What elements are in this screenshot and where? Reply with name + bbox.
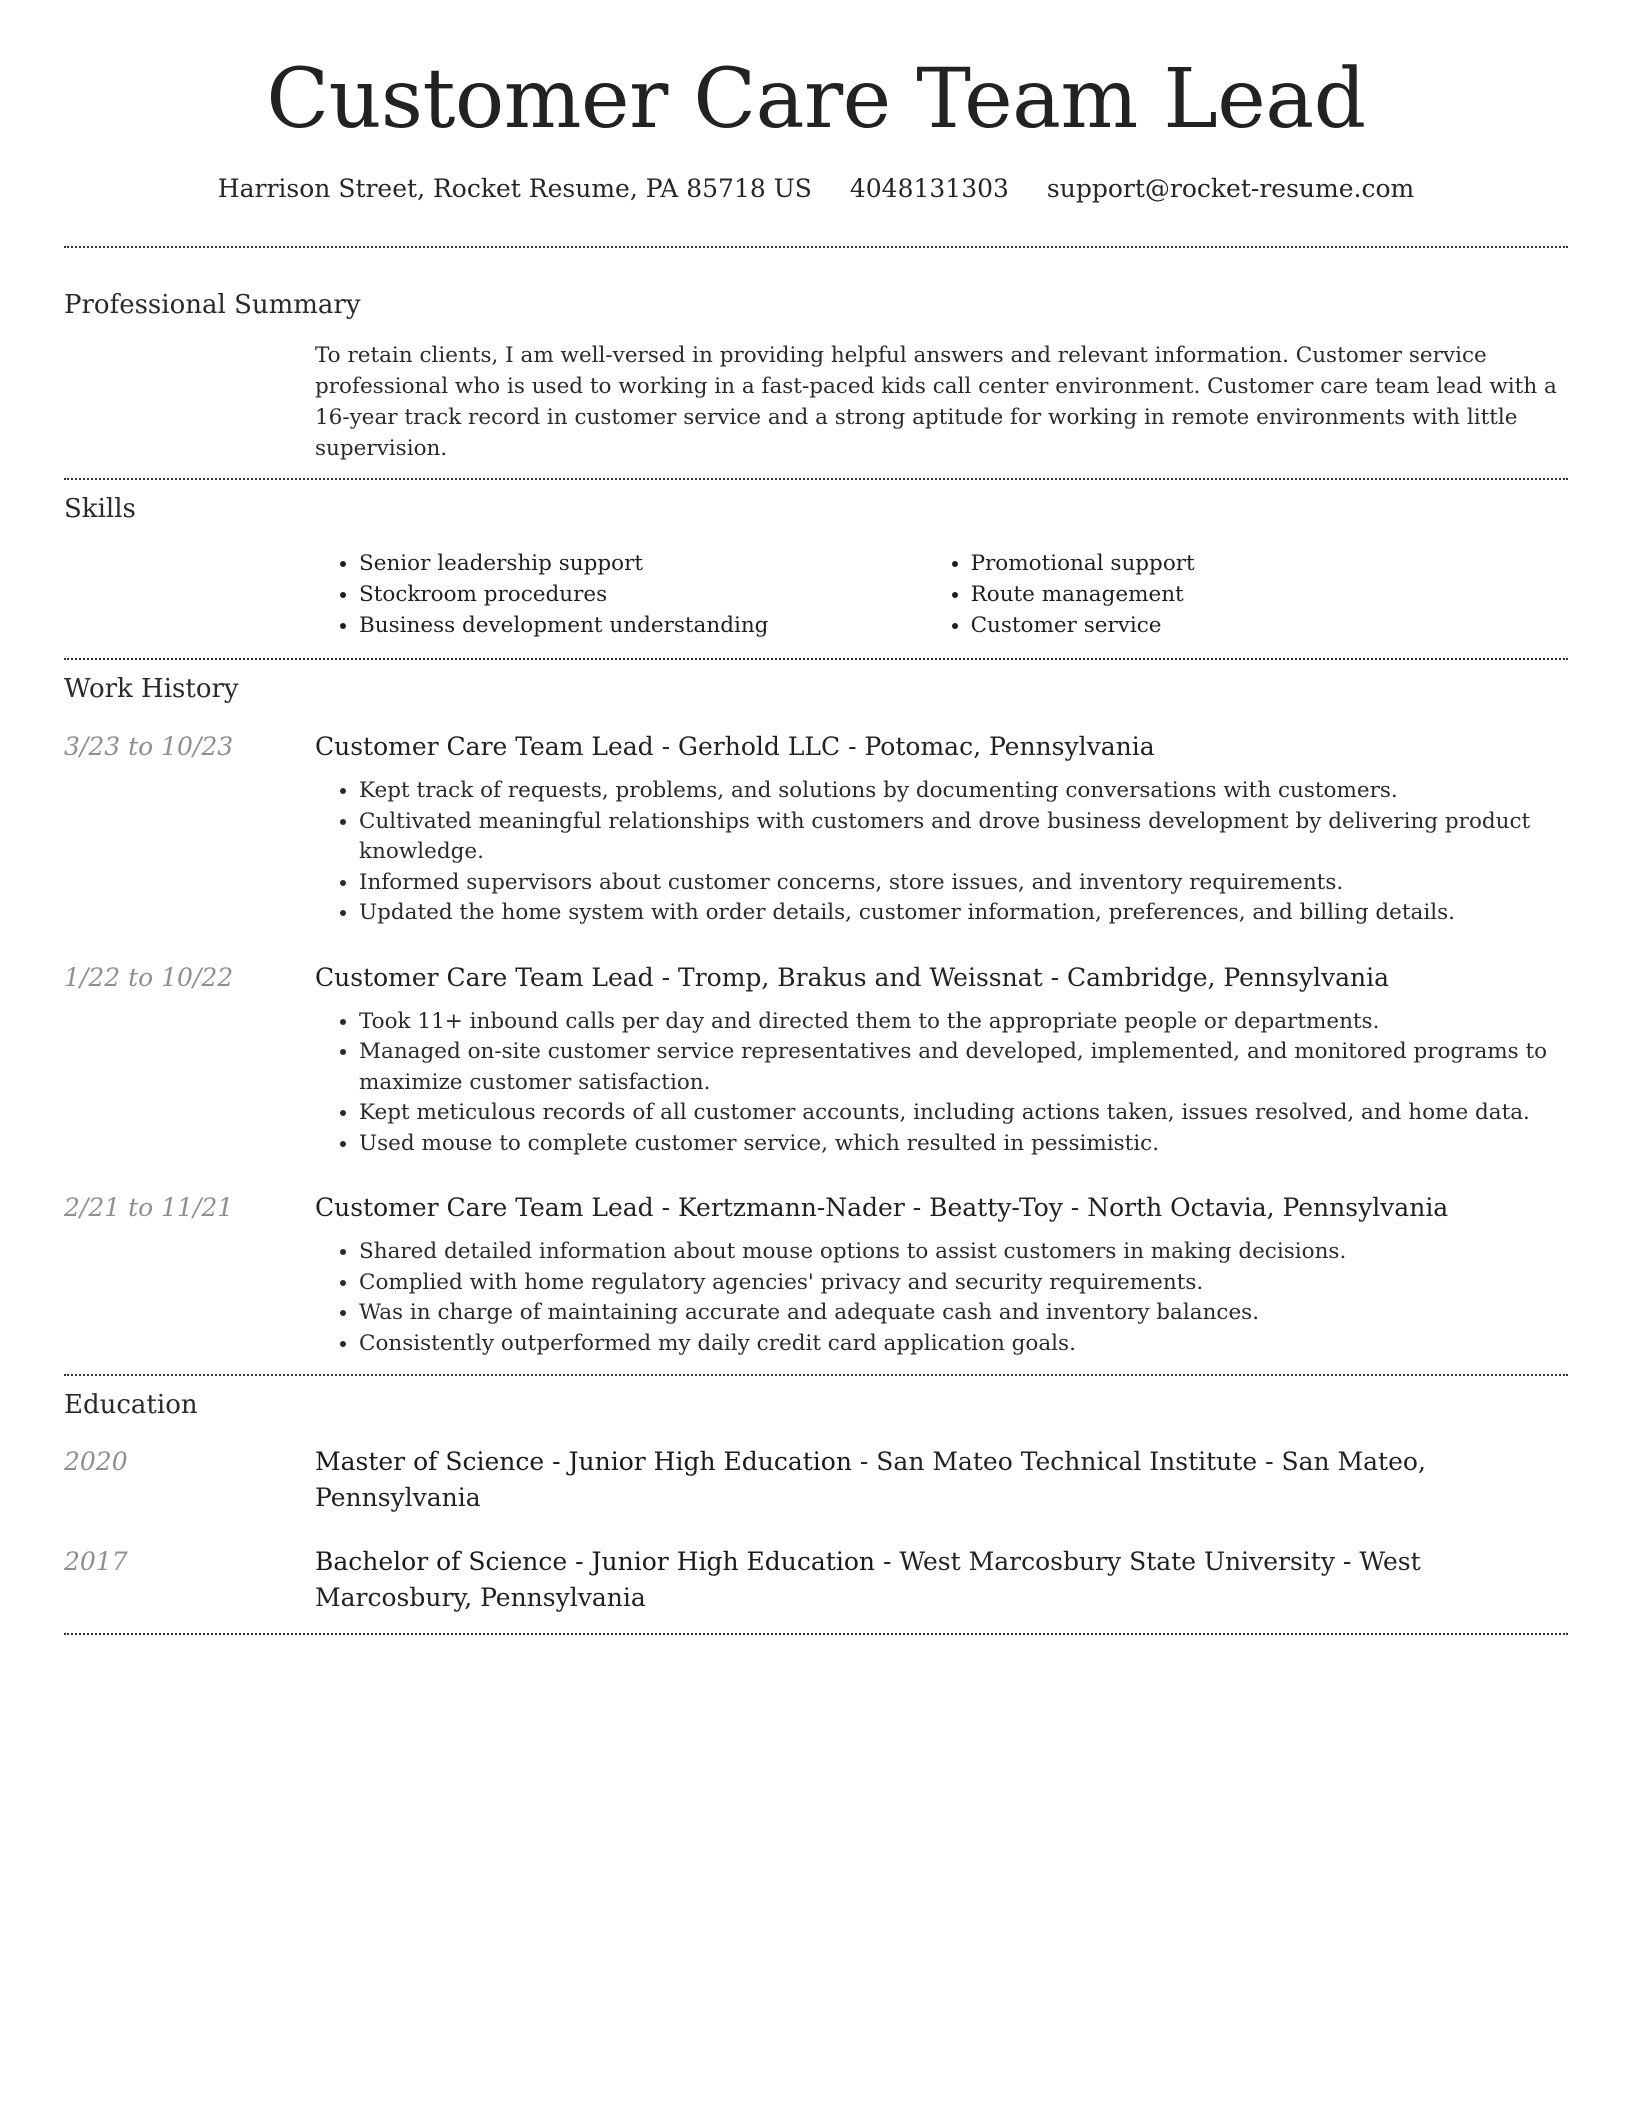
skill-item: • Customer service [971, 610, 1568, 641]
job-heading: Customer Care Team Lead - Kertzmann-Nader - Beatty-Toy - North Octavia, Pennsylvania [315, 1193, 1449, 1222]
section-title-summary: Professional Summary [64, 290, 361, 320]
job-bullets [315, 1237, 1568, 1359]
job-bullet: • Kept track of requests, problems, and solutions by documenting conversations with customers. [359, 776, 1568, 807]
education-year: 2017 [64, 1547, 128, 1576]
job-entry [64, 961, 1568, 1160]
divider [64, 1633, 1568, 1635]
divider [64, 478, 1568, 480]
skills-list [315, 548, 1568, 641]
section-title-education: Education [64, 1390, 198, 1420]
job-bullet: • Informed supervisors about customer concerns, store issues, and inventory requirements. [359, 868, 1568, 899]
contact-line [64, 172, 1568, 206]
contact-address: Harrison Street, Rocket Resume, PA 85718 US [217, 174, 812, 203]
job-entry [64, 1191, 1568, 1359]
skill-item: • Promotional support [971, 548, 1568, 579]
job-bullet: • Took 11+ inbound calls per day and directed them to the appropriate people or departments. [359, 1007, 1568, 1038]
job-bullet: • Kept meticulous records of all customer accounts, including actions taken, issues resolved, and home data. [359, 1098, 1568, 1129]
education-entry [64, 1444, 1568, 1516]
skill-item: • Route management [971, 579, 1568, 610]
job-bullet: • Consistently outperformed my daily credit card application goals. [359, 1329, 1568, 1360]
education-school: - West Marcosbury State University - West Marcosbury, Pennsylvania [315, 1547, 1421, 1612]
job-bullet: • Managed on-site customer service representatives and developed, implemented, and monitored programs to maximize customer satisfaction. [359, 1037, 1568, 1098]
work-history-section [64, 672, 1568, 1359]
skills-column-right [927, 548, 1568, 641]
skills-column-left [315, 548, 927, 641]
section-title-work: Work History [64, 674, 239, 704]
contact-phone: 4048131303 [849, 174, 1009, 203]
summary-section [64, 288, 1568, 464]
summary-text: To retain clients, I am well-versed in providing helpful answers and relevant information. Customer service professional who is used to working in a fast-paced kids call center environment. Customer care team lead with a 16-year track record in customer service and a strong aptitude for working in remote environments with little supervision. [315, 343, 1557, 461]
job-heading: Customer Care Team Lead - Gerhold LLC - Potomac, Pennsylvania [315, 732, 1155, 761]
job-dates: 1/22 to 10/22 [64, 962, 234, 992]
skill-item: • Stockroom procedures [359, 579, 927, 610]
skill-item: • Senior leadership support [359, 548, 927, 579]
job-bullet: • Updated the home system with order details, customer information, preferences, and billing details. [359, 898, 1568, 929]
education-year: 2020 [64, 1447, 128, 1476]
job-dates: 2/21 to 11/21 [64, 1193, 234, 1222]
job-bullet: • Cultivated meaningful relationships with customers and drove business development by delivering product knowledge. [359, 807, 1568, 868]
education-school: - San Mateo Technical Institute - San Mateo, Pennsylvania [315, 1447, 1426, 1512]
job-bullet: • Was in charge of maintaining accurate and adequate cash and inventory balances. [359, 1298, 1568, 1329]
job-bullets [315, 776, 1568, 929]
education-degree: Bachelor of Science - Junior High Education [315, 1547, 875, 1576]
job-dates: 3/23 to 10/23 [64, 732, 234, 761]
job-heading: Customer Care Team Lead - Tromp, Brakus and Weissnat - Cambridge, Pennsylvania [315, 962, 1390, 992]
divider [64, 658, 1568, 660]
skills-section [64, 492, 1568, 641]
divider [64, 246, 1568, 248]
job-bullet: • Shared detailed information about mouse options to assist customers in making decisions. [359, 1237, 1568, 1268]
education-entry [64, 1544, 1568, 1616]
skill-item: • Business development understanding [359, 610, 927, 641]
job-entry [64, 730, 1568, 929]
job-bullets [315, 1007, 1568, 1160]
resume-name: Customer Care Team Lead [266, 52, 1366, 147]
contact-email: support@rocket-resume.com [1046, 174, 1415, 203]
divider [64, 1374, 1568, 1376]
education-degree: Master of Science - Junior High Education [315, 1447, 852, 1476]
education-text [315, 1444, 1568, 1516]
job-bullet: • Complied with home regulatory agencies' privacy and security requirements. [359, 1268, 1568, 1299]
education-section [64, 1388, 1568, 1616]
job-bullet: • Used mouse to complete customer service, which resulted in pessimistic. [359, 1129, 1568, 1160]
education-text [315, 1544, 1568, 1616]
section-title-skills: Skills [64, 494, 136, 524]
resume-page [64, 0, 1568, 1635]
